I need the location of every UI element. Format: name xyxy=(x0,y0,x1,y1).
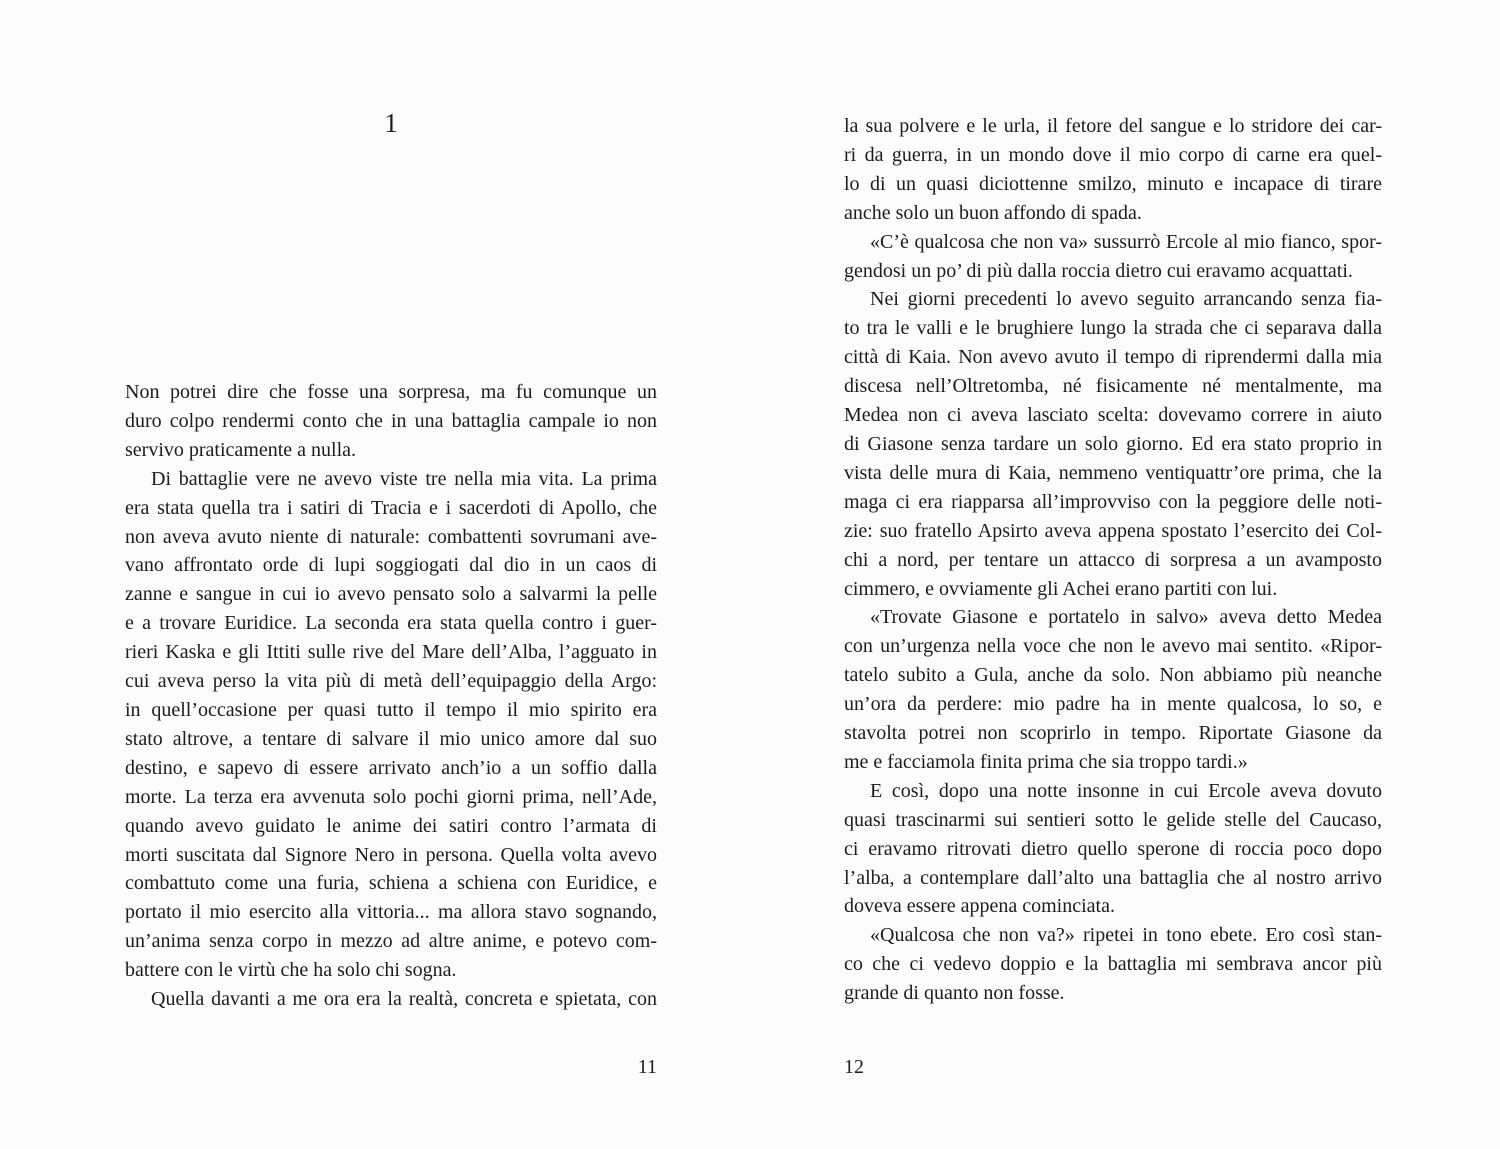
text-line: zie: suo fratello Apsirto aveva appena spostato l’esercito dei Col- xyxy=(844,519,1382,542)
text-line: rieri Kaska e gli Ittiti sulle rive del Mare dell’Alba, l’agguato in xyxy=(125,641,657,664)
text-line: lo di un quasi diciottenne smilzo, minuto e incapace di tirare xyxy=(844,172,1382,195)
text-line: to tra le valli e le brughiere lungo la strada che ci separava dalla xyxy=(844,317,1382,340)
text-line: cui aveva perso la vita più di metà dell’equipaggio della Argo: xyxy=(125,670,657,693)
page-number-right: 12 xyxy=(844,1056,864,1078)
text-line: gendosi un po’ di più dalla roccia dietro cui eravamo acquattati. xyxy=(844,259,1353,282)
text-line: un’anima senza corpo in mezzo ad altre anime, e potevo com- xyxy=(125,930,657,953)
right-page-body xyxy=(844,112,1382,1008)
text-line: la sua polvere e le urla, il fetore del sangue e lo stridore dei car- xyxy=(844,115,1382,137)
text-line: cimmero, e ovviamente gli Achei erano partiti con lui. xyxy=(844,577,1278,600)
text-line: zanne e sangue in cui io avevo pensato solo a salvarmi la pelle xyxy=(125,583,657,606)
text-line: discesa nell’Oltretomba, né fisicamente né mentalmente, ma xyxy=(844,375,1382,398)
text-line: «Trovate Giasone e portatelo in salvo» aveva detto Medea xyxy=(870,606,1382,629)
text-line: doveva essere appena cominciata. xyxy=(844,895,1115,918)
text-line: stato altrove, a tentare di salvare il mio unico amore dal suo xyxy=(125,727,657,750)
text-line: maga ci era riapparsa all’improvviso con la peggiore delle noti- xyxy=(844,490,1382,513)
text-line: vano affrontato orde di lupi soggiogati dal dio in un caos di xyxy=(125,554,657,577)
text-line: non aveva avuto niente di naturale: combattenti sovrumani ave- xyxy=(125,525,657,548)
text-line: con un’urgenza nella voce che non le avevo mai sentito. «Ripor- xyxy=(844,635,1382,658)
text-line: grande di quanto non fosse. xyxy=(844,982,1065,1005)
text-line: Quella davanti a me ora era la realtà, concreta e spietata, con xyxy=(151,988,657,1011)
text-line: portato il mio esercito alla vittoria... ma allora stavo sognando, xyxy=(125,901,657,924)
text-line: tatelo subito a Gula, anche da solo. Non abbiamo più neanche xyxy=(844,664,1382,687)
left-page-body xyxy=(125,378,657,1014)
text-line: chi a nord, per tentare un attacco di sorpresa a un avamposto xyxy=(844,548,1382,571)
text-line: me e facciamola finita prima che sia troppo tardi.» xyxy=(844,750,1248,773)
text-line: duro colpo rendermi conto che in una battaglia campale io non xyxy=(125,409,657,432)
text-line: E così, dopo una notte insonne in cui Ercole aveva dovuto xyxy=(870,779,1382,802)
text-line: l’alba, a contemplare dall’alto una battaglia che al nostro arrivo xyxy=(844,866,1382,889)
text-line: combattuto come una furia, schiena a schiena con Euridice, e xyxy=(125,872,657,895)
text-line: vista delle mura di Kaia, nemmeno ventiquattr’ore prima, che la xyxy=(844,461,1382,484)
text-line: battere con le virtù che ha solo chi sogna. xyxy=(125,959,457,982)
text-line: morti suscitata dal Signore Nero in persona. Quella volta avevo xyxy=(125,843,657,866)
text-line: «C’è qualcosa che non va» sussurrò Ercole al mio fianco, spor- xyxy=(870,230,1382,253)
text-line: di Giasone senza tardare un solo giorno. Ed era stato proprio in xyxy=(844,432,1382,455)
text-line: destino, e sapevo di essere arrivato anch’io a un soffio dalla xyxy=(125,756,657,779)
text-line: anche solo un buon affondo di spada. xyxy=(844,201,1142,224)
text-line: un’ora da perdere: mio padre ha in mente qualcosa, lo so, e xyxy=(844,693,1382,716)
text-line: città di Kaia. Non avevo avuto il tempo di riprendermi dalla mia xyxy=(844,346,1382,369)
text-line: ri da guerra, in un mondo dove il mio corpo di carne era quel- xyxy=(844,143,1382,166)
page-number-left: 11 xyxy=(637,1056,657,1078)
text-line: morte. La terza era avvenuta solo pochi giorni prima, nell’Ade, xyxy=(125,785,657,808)
text-line: Di battaglie vere ne avevo viste tre nella mia vita. La prima xyxy=(151,467,657,490)
text-line: stavolta potrei non scoprirlo in tempo. Riportate Giasone da xyxy=(844,722,1382,745)
text-line: «Qualcosa che non va?» ripetei in tono ebete. Ero così stan- xyxy=(870,924,1382,947)
chapter-number: 1 xyxy=(384,108,398,138)
text-line: servivo praticamente a nulla. xyxy=(125,438,357,461)
text-line: quando avevo guidato le anime dei satiri contro l’armata di xyxy=(125,814,657,837)
text-line: in quell’occasione per quasi tutto il tempo il mio spirito era xyxy=(125,698,657,721)
text-line: Non potrei dire che fosse una sorpresa, ma fu comunque un xyxy=(125,381,657,403)
text-line: co che ci vedevo doppio e la battaglia mi sembrava ancor più xyxy=(844,953,1382,976)
text-line: e a trovare Euridice. La seconda era stata quella contro i guer- xyxy=(125,612,657,635)
text-line: Medea non ci aveva lasciato scelta: dovevamo correre in aiuto xyxy=(844,404,1382,427)
text-line: quasi trascinarmi sui sentieri sotto le gelide stelle del Caucaso, xyxy=(844,808,1382,831)
text-line: era stata quella tra i satiri di Tracia e i sacerdoti di Apollo, che xyxy=(125,496,657,519)
text-line: ci eravamo ritrovati dietro quello sperone di roccia poco dopo xyxy=(844,837,1382,860)
text-line: Nei giorni precedenti lo avevo seguito arrancando senza fia- xyxy=(870,288,1382,311)
